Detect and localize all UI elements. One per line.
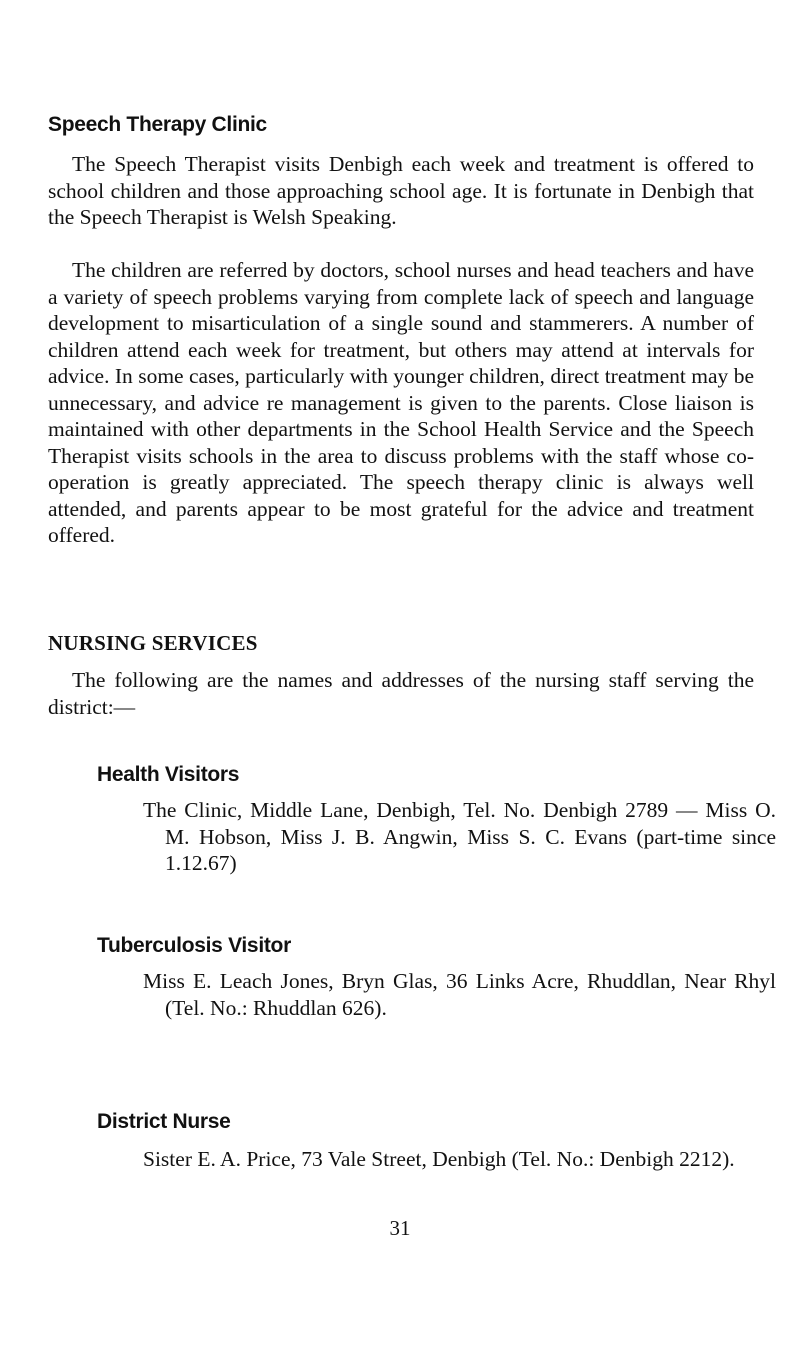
tuberculosis-visitor-entry: Miss E. Leach Jones, Bryn Glas, 36 Links Acre, Rhuddlan, Near Rhyl (Tel. No.: Rhuddlan 626). xyxy=(143,969,776,1020)
district-nurse-entry: Sister E. A. Price, 73 Vale Street, Denbigh (Tel. No.: Denbigh 2212). xyxy=(143,1147,735,1171)
health-visitors-heading: Health Visitors xyxy=(97,763,240,786)
health-visitors-entry: The Clinic, Middle Lane, Denbigh, Tel. No. Denbigh 2789 — Miss O. M. Hobson, Miss J. B. Angwin, Miss S. C. Evans (part-time since 1.12.67) xyxy=(143,798,776,875)
page-number: 31 xyxy=(389,1216,411,1240)
nursing-services-heading: NURSING SERVICES xyxy=(48,631,258,655)
nursing-services-intro: The following are the names and addresses of the nursing staff serving the district:— xyxy=(48,668,754,719)
speech-therapy-heading: Speech Therapy Clinic xyxy=(48,113,267,136)
speech-therapy-paragraph-2: The children are referred by doctors, school nurses and head teachers and have a variety of speech problems varying from complete lack of speech and language development to misarticulation of a single sound and stammerers. A number of children attend each week for treatment, but others may attend at intervals for advice. In some cases, particularly with younger children, direct treatment may be unnecessary, and advice re management is given to the parents. Close liaison is maintained with other departments in the School Health Service and the Speech Therapist visits schools in the area to discuss problems with the staff whose co-operation is greatly appreciated. The speech therapy clinic is always well attended, and parents appear to be most grateful for the advice and treatment offered. xyxy=(48,258,754,547)
speech-therapy-paragraph-1: The Speech Therapist visits Denbigh each week and treatment is offered to school children and those approaching school age. It is fortunate in Denbigh that the Speech Therapist is Welsh Speaking. xyxy=(48,152,754,229)
district-nurse-heading: District Nurse xyxy=(97,1110,231,1133)
tuberculosis-visitor-heading: Tuberculosis Visitor xyxy=(97,934,291,957)
